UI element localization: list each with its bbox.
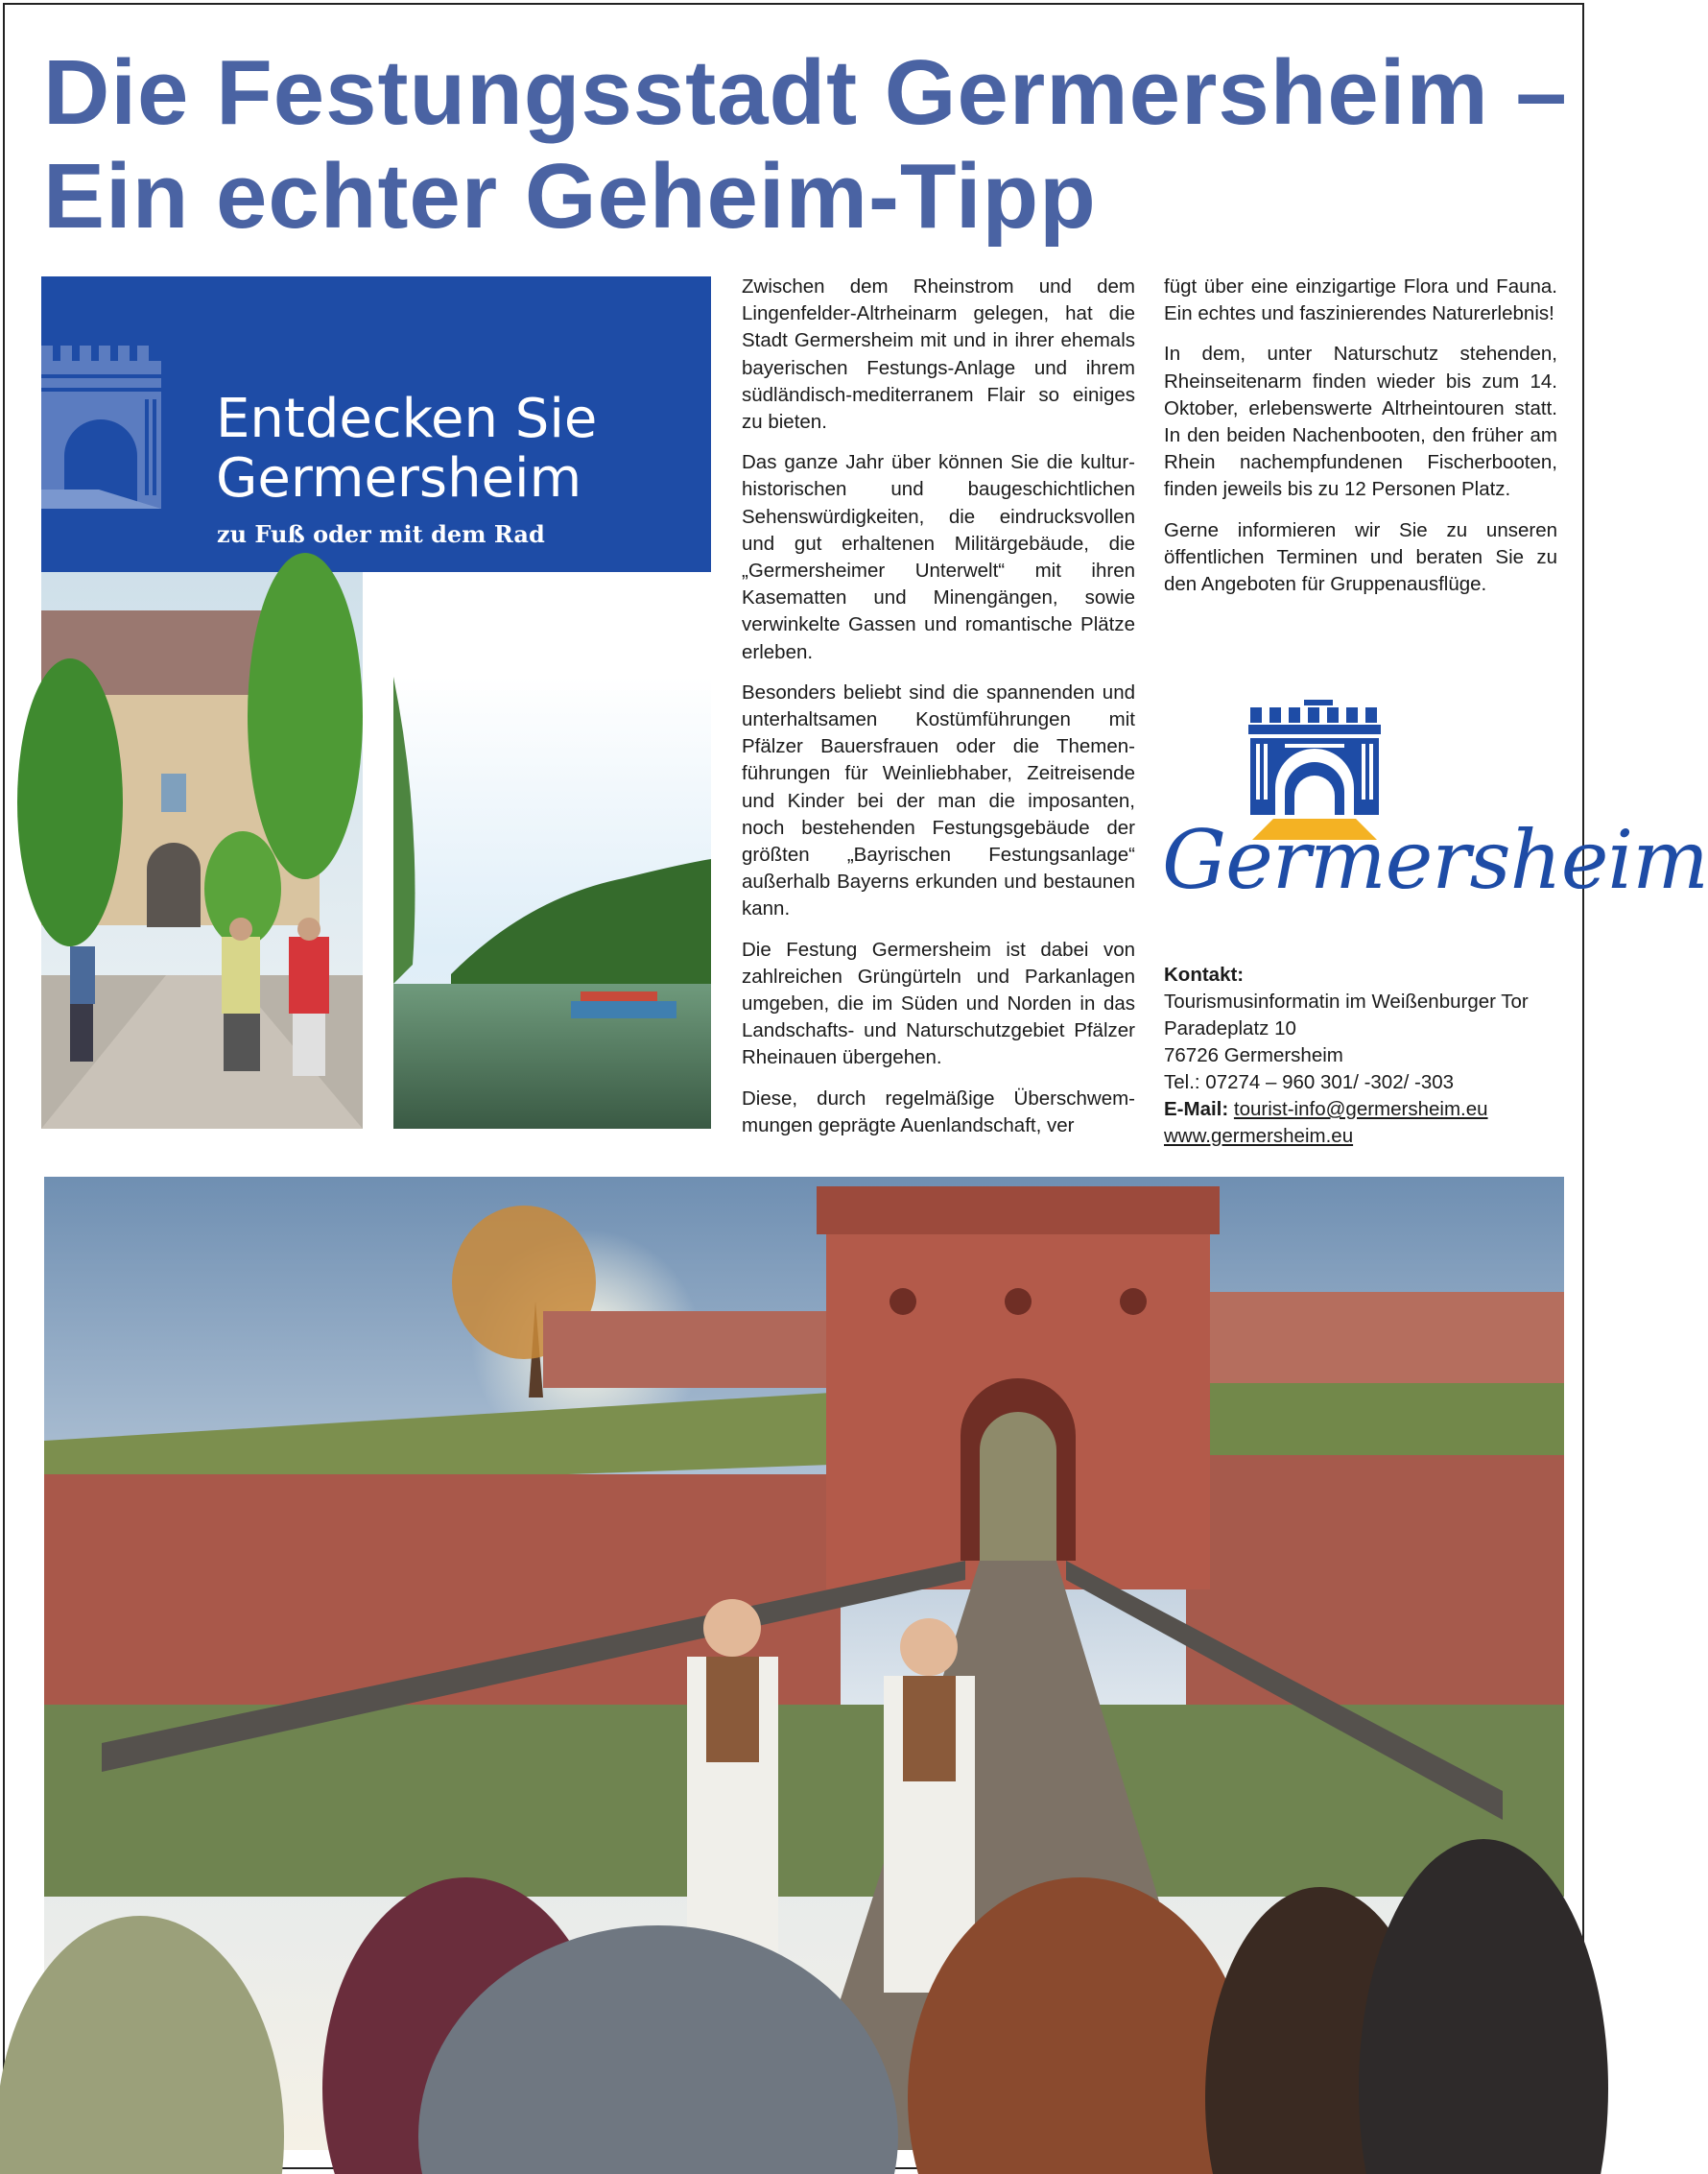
logo-wordmark: Germersheim xyxy=(1162,813,1708,907)
headline-line-2: Ein echter Geheim-Tipp xyxy=(43,145,1097,248)
article-paragraph: Die Festung Germersheim ist dabei von zahlreichen Grüngürteln und Parkanlagen umgeben, die im Süden und Norden in das Landschafts- und Naturschutzgebiet Pfälzer Rheinauen übergehen. xyxy=(742,938,1135,1069)
article-paragraph: Das ganze Jahr über können Sie die kulturhistorischen und baugeschichtlichen Sehenswürdigkeiten, die eindrucksvollen und gut erhaltenen Militärgebäude, die „Germersheimer Unterwelt“ mit ihren Kasematten und Minengängen, sowie verwinkelte Gassen und romantische Plätze erleben. xyxy=(742,451,1135,663)
headline xyxy=(43,41,1568,249)
website-link[interactable]: www.germersheim.eu xyxy=(1164,1125,1354,1147)
article-paragraph: Besonders beliebt sind die spannenden und unterhaltsamen Kostümführungen mit Pfälzer Bauersfrauen oder die Themenführungen für Weinliebhaber, Zeitreisende und Kinder bei der man die imposanten, noch bestehenden Festungsgebäude der größten „Bayrischen Festungsanlage“ außerhalb Bayerns erkunden und bestaunen kann. xyxy=(742,681,1135,920)
river-photo xyxy=(393,677,711,1129)
headline-line-1: Die Festungsstadt Germersheim – xyxy=(43,41,1568,144)
contact-office: Tourismusinformatin im Weißenburger Tor xyxy=(1164,991,1529,1013)
promo-title-line-2: Germersheim xyxy=(216,447,582,510)
contact-city: 76726 Germersheim xyxy=(1164,1044,1343,1066)
article-column-middle xyxy=(742,274,1135,1153)
contact-phone: Tel.: 07274 – 960 301/ -302/ -303 xyxy=(1164,1071,1455,1093)
article-paragraph: Zwischen dem Rheinstrom und dem Lingenfelder-Altrheinarm gelegen, hat die Stadt Germersheim mit und in ihrer ehemals bayerischen Festungs-Anlage und ihrem südländisch-mediterranem Flair so einiges zu bieten. xyxy=(742,275,1135,434)
fortress-icon xyxy=(41,346,166,509)
article-paragraph: In dem, unter Naturschutz stehenden, Rheinseitenarm finden wieder bis zum 14. Oktober, erlebenswerte Altrheintouren statt. In den beiden Nachenbooten, den früher am Rhein nachempfundenen Fischerbooten, finden jeweils bis zu 12 Personen Platz. xyxy=(1164,343,1557,501)
promo-title-line-1: Entdecken Sie xyxy=(216,388,598,450)
article-column-right xyxy=(1164,274,1557,611)
article-paragraph: fügt über eine einzigartige Flora und Fauna. Ein echtes und faszinierendes Naturerlebnis! xyxy=(1164,275,1557,325)
email-link[interactable]: tourist-info@germersheim.eu xyxy=(1233,1098,1488,1120)
email-label: E-Mail: xyxy=(1164,1098,1229,1120)
fortress-gate-photo xyxy=(44,1177,1564,2150)
contact-email-row xyxy=(1164,1096,1567,1123)
promo-title xyxy=(216,390,597,509)
promo-subtitle: zu Fuß oder mit dem Rad xyxy=(217,520,545,548)
contact-heading: Kontakt: xyxy=(1164,964,1245,986)
article-paragraph: Diese, durch regelmäßige Überschwemmungen geprägte Auenlandschaft, ver xyxy=(742,1087,1135,1136)
article-paragraph: Gerne informieren wir Sie zu unseren öffentlichen Terminen und beraten Sie zu den Angeboten für Gruppenausflüge. xyxy=(1164,518,1557,596)
page xyxy=(3,3,1708,2169)
germersheim-logo xyxy=(1162,700,1708,938)
contact-street: Paradeplatz 10 xyxy=(1164,1017,1296,1039)
contact-block xyxy=(1164,962,1567,1150)
street-photo xyxy=(41,572,363,1129)
promo-box xyxy=(41,276,711,572)
